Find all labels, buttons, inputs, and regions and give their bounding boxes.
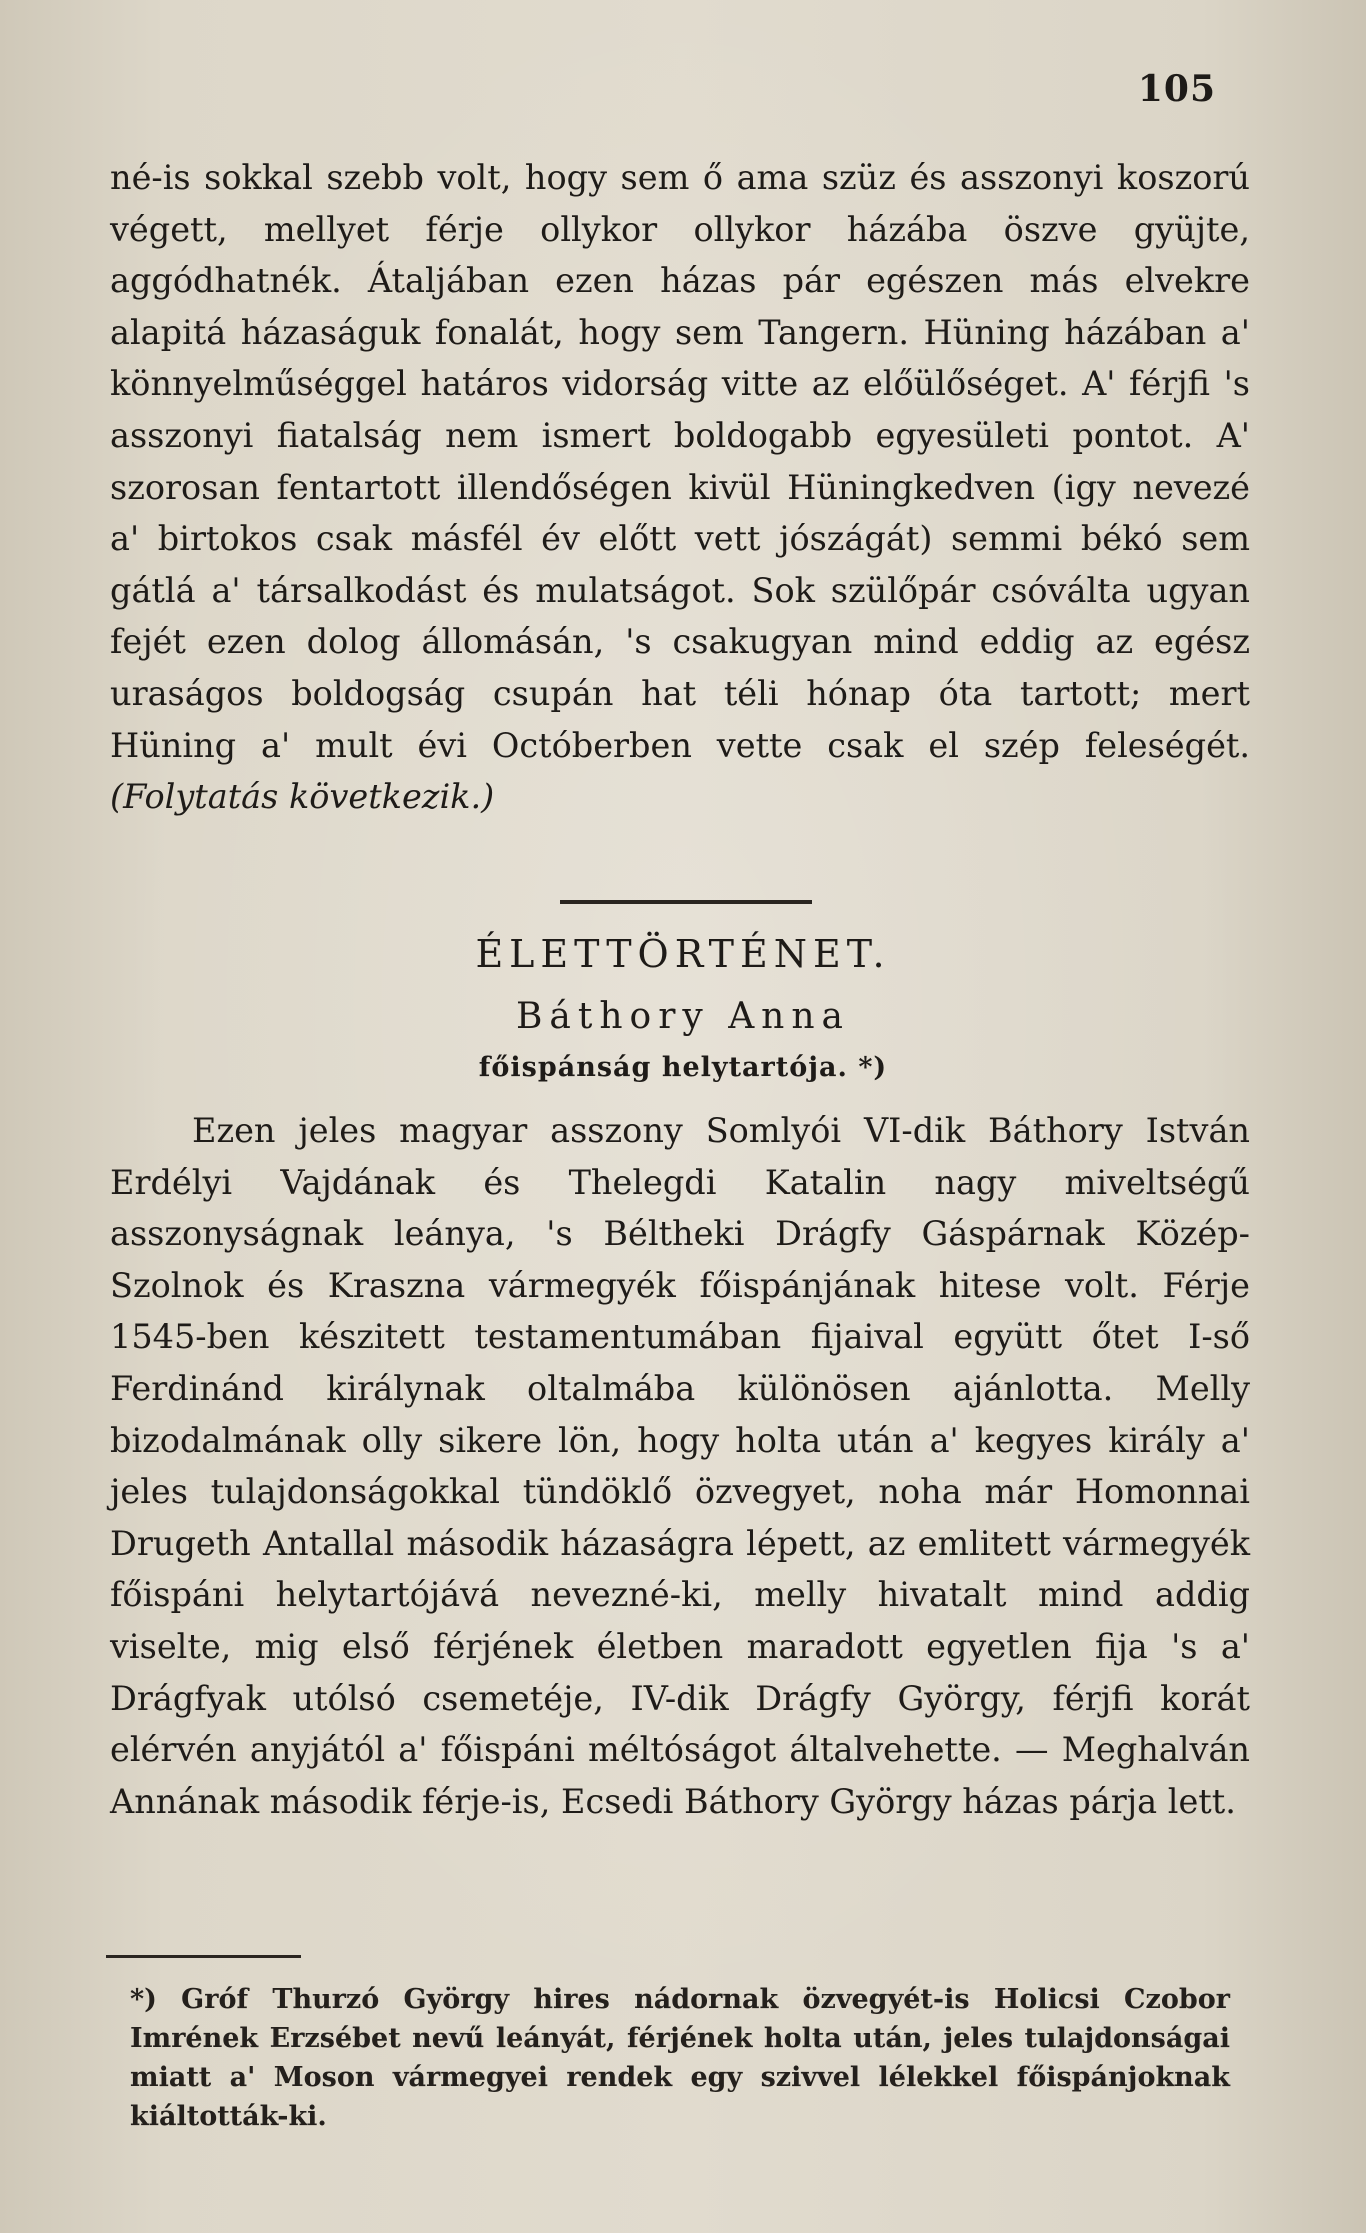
page-number: 105: [1137, 68, 1216, 110]
section-divider: [560, 900, 812, 904]
footnote-divider: [106, 1955, 301, 1958]
paragraph-text: né-is sokkal szebb volt, hogy sem ő ama szüz és asszonyi koszorú végett, mellyet férje ollykor ollykor házába öszve gyüjte, aggódhatnék. Átaljában ezen házas pár egészen más elvekre alapitá házaságuk fonalát, hogy sem Tangern. Hüning házában a' könnyelműséggel határos vidorság vitte az előülőséget. A' férjfi 's asszonyi fiatalság nem ismert boldogabb egyesületi pontot. A' szorosan fentartott illendőségen kivül Hüningkedven (igy nevezé a' birtokos csak másfél év előtt vett jószágát) semmi békó sem gátlá a' társalkodást és mulatságot. Sok szülőpár csóválta ugyan fejét ezen dolog állomásán, 's csakugyan mind eddig az egész uraságos boldogság csupán hat téli hónap óta tartott; mert Hüning a' mult évi Octóberben vette csak el szép feleségét.: [110, 158, 1250, 765]
section-title: ÉLETTÖRTÉNET.: [475, 932, 891, 976]
paragraph-biography: Ezen jeles magyar asszony Somlyói VI-dik Báthory István Erdélyi Vajdának és Thelegdi Katalin nagy miveltségű asszonyságnak leánya, 's Béltheki Drágfy Gáspárnak Közép-Szolnok és Kraszna vármegyék főispánjának hitese volt. Férje 1545-ben készitett testamentumában fijaival együtt őtet I-ső Ferdinánd királynak oltalmába különösen ajánlotta. Melly bizodalmának olly sikere lön, hogy holta után a' kegyes király a' jeles tulajdonságokkal tündöklő özvegyet, noha már Homonnai Drugeth Antallal második házaságra lépett, az emlitett vármegyék főispáni helytartójává nevezné-ki, melly hivatalt mind addig viselte, mig első férjének életben maradott egyetlen fija 's a' Drágfyak utólsó csemetéje, IV-dik Drágfy György, férjfi korát elérvén anyjától a' főispáni méltóságot általvehette. — Meghalván Annának második férje-is, Ecsedi Báthory György házas párja lett.: [110, 1111, 1250, 1821]
section-subject-name: Báthory Anna: [515, 996, 851, 1037]
section-subject-role: főispánság helytartója. *): [478, 1052, 888, 1083]
paragraph-continued-story: [110, 152, 1250, 823]
footnote: *) Gróf Thurzó György hires nádornak özvegyét-is Holicsi Czobor Imrének Erzsébet nevű leányát, férjének holta után, jeles tulajdonságai miatt a' Moson vármegyei rendek egy szivvel lélekkel főispánjoknak kiáltották-ki.: [130, 1984, 1230, 2132]
continuation-note: (Folytatás következik.): [110, 777, 495, 817]
